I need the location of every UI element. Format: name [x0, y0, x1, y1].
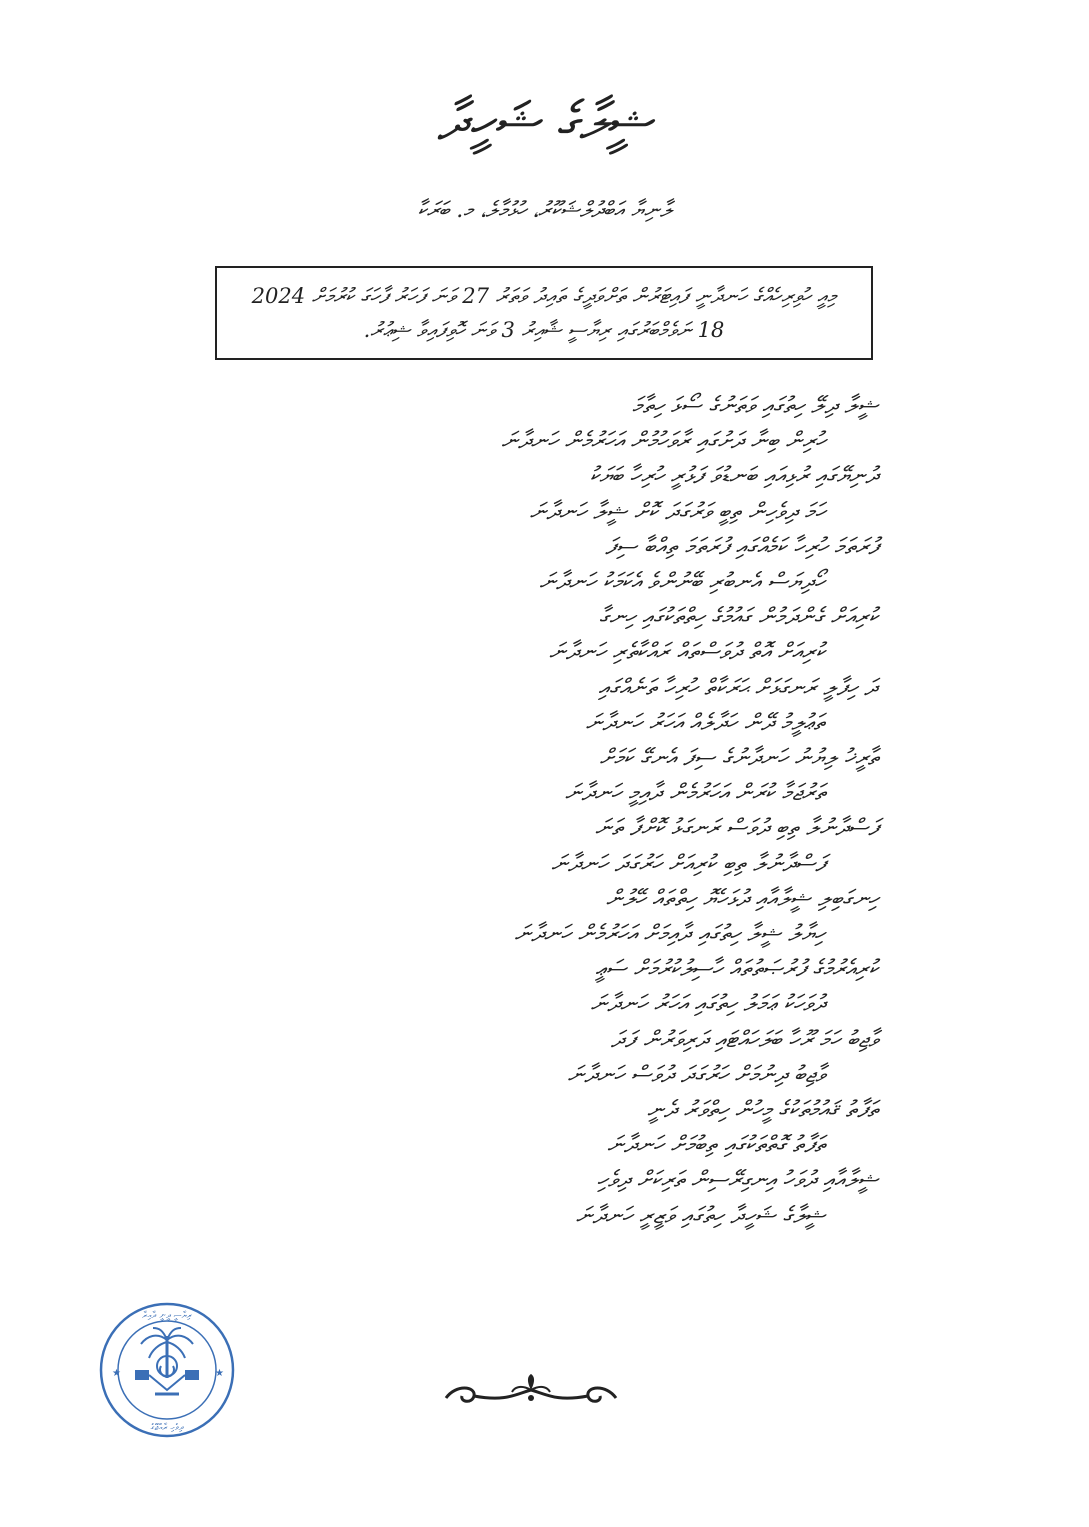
poem-line: ކުރިއަށް އޮތް ދުވަސްތައް ރައްކާތެރި ހަނދާނަ — [549, 639, 825, 666]
note-box — [215, 266, 873, 360]
note-line-1: މިއީ ހުވިރިހެއްގެ ހަނދާނީ ފައިޓަރުން ތަށްވަދީގެ ތައިދު ވަތަރު 27 ވަނަ ފަހަރު ފާހަގަ ކުރުމަށް 2024 — [251, 284, 837, 308]
emblem-seal-icon — [97, 1300, 237, 1440]
poem-line: ޝީލާ ދިލޭ ހިތުގައި ވަތަނުގެ ސޯޅަ ހިތާމަ — [632, 393, 878, 419]
poem-line: ދަ ހިފާލީ ރަނގަޅަށް ޙަރަކާތް ހުރިހާ ތަނެއްގައި — [598, 674, 878, 701]
poem-line: ކުރިއަށް ގެންދަމުން ގައުމުގެ ހިތްތަކުގައި ހިނގާ — [599, 604, 878, 631]
poem-line: ޝީލާއާއި ދުވަހު އިނގިރޭސިން ތަރިކަށް ދިވެހި — [596, 1167, 878, 1194]
poem-line: ފުރަތަމަ ހުރިހާ ކަމެއްގައި ފުރަތަމަ ތިއްބާ ސިފަ — [605, 533, 878, 560]
poem-line: ތަރުޖަމާ ކުރަން އަހަރުމެން ދާއިމީ ހަނދާނަ — [564, 780, 825, 807]
poem-line: ތަފާތު ޤައުމުތަކުގެ މީހުން ހިތްވަރު ދެނީ — [647, 1097, 878, 1123]
author-line: ލާނިޔާ އަބްދުލްޝަކޫރު، ހުޅުމާލެ، މ. ބަރަކާ — [417, 198, 672, 223]
seal-bottom-text: ދިވެހި ރާއްޖޭގެ — [150, 1423, 184, 1433]
poem-line: ތަފާތު ގޮތްތަކުގައި ތިބުމަށް ހަނދާނަ — [607, 1132, 825, 1159]
poem-line: ހިޔާލު ޝީލާ ހިތުގައި ދާއިމަށް އަހަރުމެން ހަނދާނަ — [514, 921, 825, 947]
poem-line: ވާޖިބު ހަމަ ރޫހާ ބަލަހައްޓައި ދަރިވަރުން ފަދަ — [610, 1026, 878, 1053]
svg-text:★: ★ — [112, 1368, 121, 1379]
poem-line: ހަމަ ދިވެހިން ތިބީ ވަރުގަދަ ކޮށް ޝީލާ ހަނދާނަ — [529, 498, 825, 525]
flourish-ornament-icon — [436, 1372, 626, 1412]
poem-line: ޝީލާގެ ޝަހީދާ ހިތުގައި ވަޒީރީ ހަނދާނަ — [575, 1202, 825, 1229]
svg-text:★: ★ — [215, 1368, 224, 1379]
poem-line: ދުނިޔޭގައި ރުޅިއައި ބަނޑުވަ ފަޅުރީ ހުރިހާ ބަޔަކު — [589, 463, 878, 490]
poem-line: ފަސްދާނުލާ ތިބި ކުރިއަށް ހަރުގަދަ ހަނދާނަ — [551, 850, 825, 877]
poem-line: ކުރިއެރުމުގެ ފުރުޞަތުތައް ހާސިލުކުރުމަށް ސަޢީ — [595, 956, 878, 983]
poem-line: ދުވަހަކު ޢަމަލު ހިތުގައި އަހަރު ހަނދާނަ — [590, 991, 825, 1018]
poem-line: ތަޢުލީމު ދޭން ހަދާލެއް އަހަރު ހަނދާނަ — [585, 709, 825, 736]
poem-title: ޝީލާގެ ޝަހީދާ — [437, 92, 652, 152]
poem-line: ހޯދިޔަސް އެނބުރި ބޭނުންވެ އެކަމަކު ހަނދާނަ — [539, 569, 825, 595]
poem-line: ފަސްދާނުލާ ތިބި ދުވަސް ރަނގަޅު ކޮށްފާ ތަނަ — [595, 815, 878, 842]
poem-line: ތާރީޚު ލިޔުނު ހަނދާނުގެ ސިފަ އެނގޭ ކަމަށް — [599, 745, 878, 771]
note-line-2: 18 ނަވެމްބަރުގައި ރިޔާސީ ޝާއިރު 3 ވަނަ ހޮވިފައިވާ ޝިޢުރު. — [363, 318, 725, 342]
poem-line: ވާޖިބު ދިނުމަށް ހަރުގަދަ ދުވަސް ހަނދާނަ — [567, 1061, 825, 1088]
poem-line: ހުރިން ބިނާ ދަށުގައި ރާވަހުމުން އަހަރުމެން ހަނދާނަ — [501, 428, 825, 455]
poem-line: ހިނގަބިލި ޝީލާއާއި ދުޅަހެޔޮ ހިތްތައް ހޭލުން — [606, 885, 878, 912]
seal-top-text: ރިޔާސީ ދީނީ ދާއިރާ — [142, 1311, 192, 1321]
